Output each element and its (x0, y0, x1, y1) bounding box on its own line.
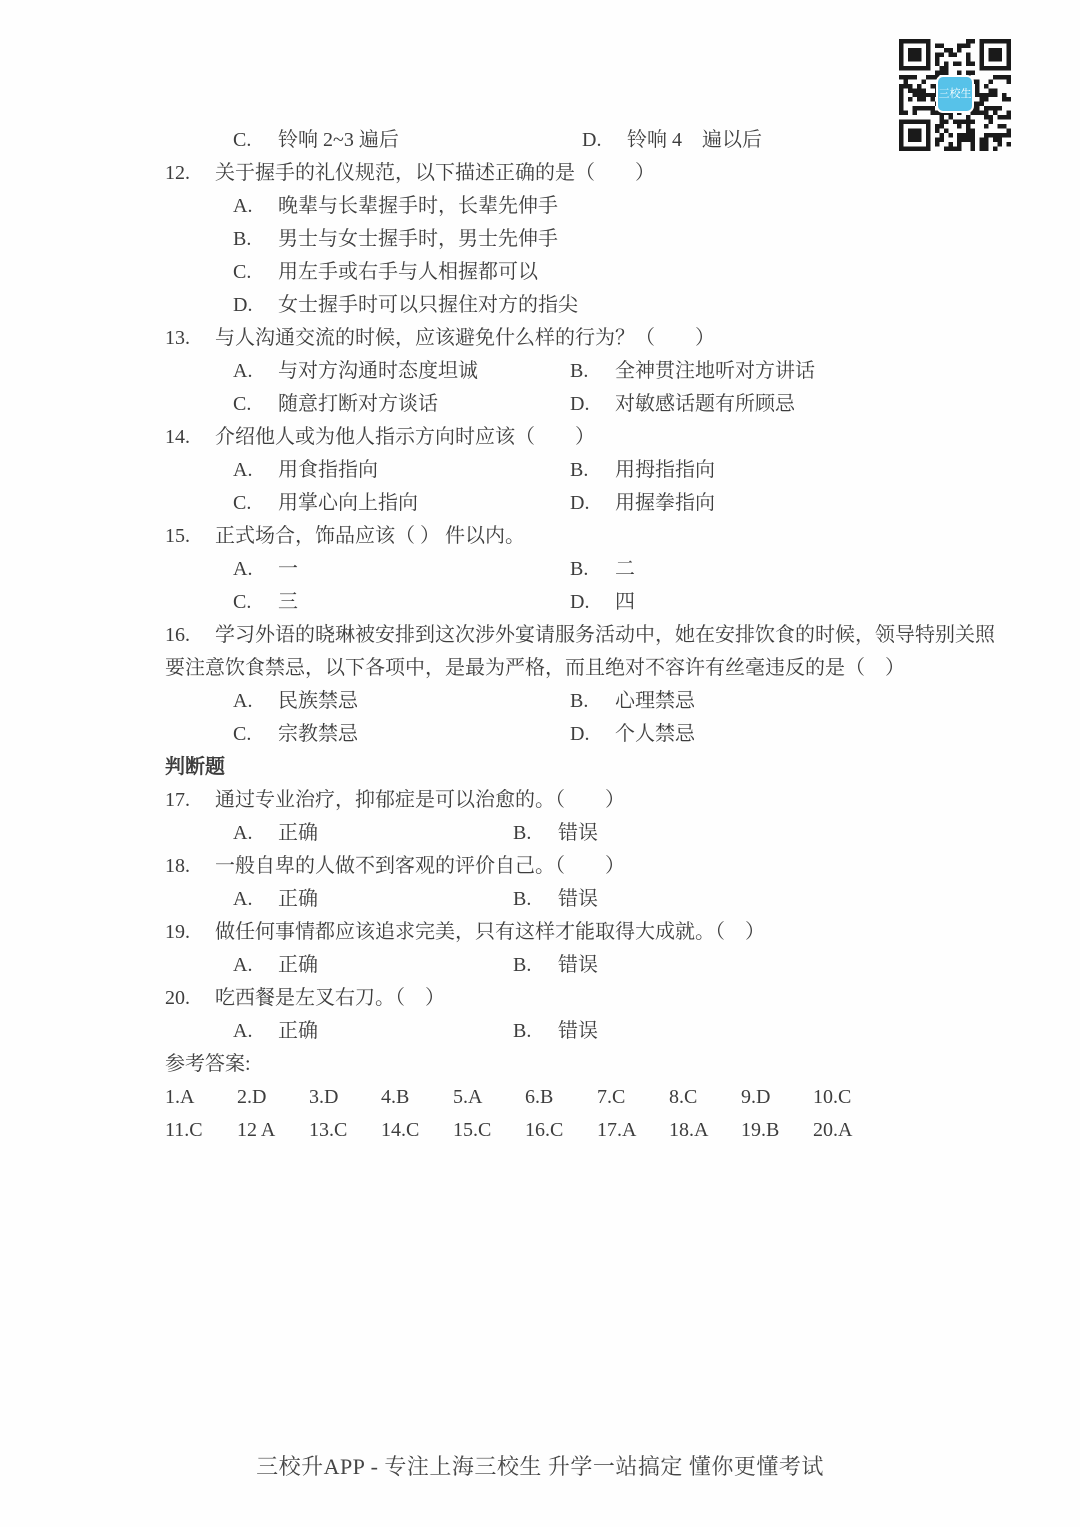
question-17 (165, 784, 997, 817)
option (570, 355, 815, 388)
option-label: D. (233, 294, 253, 316)
option-label: B. (570, 690, 589, 712)
option (233, 124, 582, 157)
option (570, 718, 695, 751)
question-number: 16. (165, 624, 190, 646)
option (570, 685, 695, 718)
option (513, 817, 598, 850)
option-label: B. (233, 228, 252, 250)
option (570, 454, 715, 487)
question-text: 学习外语的晓琳被安排到这次涉外宴请服务活动中，她在安排饮食的时候，领导特别关照要注意饮食禁忌，以下各项中，是最为严格，而且绝对不容许有丝毫违反的是（ ） (165, 624, 995, 679)
answer-item: 12 A (237, 1119, 276, 1141)
question-text: 与人沟通交流的时候，应该避免什么样的行为？（ ） (215, 327, 715, 349)
question-12 (165, 157, 997, 190)
answer-item: 8.C (669, 1086, 698, 1108)
option-text: 三 (278, 591, 298, 613)
option-text: 用握拳指向 (615, 492, 715, 514)
question-13 (165, 322, 997, 355)
option-label: A. (233, 558, 253, 580)
question-text: 正式场合，饰品应该（ ） 件以内。 (215, 525, 525, 547)
option-label: D. (570, 393, 590, 415)
option-text: 用拇指指向 (615, 459, 715, 481)
option-label: A. (233, 822, 253, 844)
option-text: 二 (615, 558, 635, 580)
question-number: 13. (165, 327, 190, 349)
options-row (165, 454, 997, 487)
option-text: 四 (615, 591, 635, 613)
question-20 (165, 982, 997, 1015)
options-row (165, 817, 997, 850)
question-text: 通过专业治疗，抑郁症是可以治愈的。（ ） (215, 789, 625, 811)
option (570, 586, 635, 619)
option-text: 正确 (278, 888, 318, 910)
answer-item: 10.C (813, 1086, 852, 1108)
option-text: 对敏感话题有所顾忌 (615, 393, 795, 415)
options-row (165, 487, 997, 520)
option-text: 铃响 4 遍以后 (627, 129, 762, 151)
option-label: C. (233, 723, 252, 745)
option-label: B. (513, 888, 532, 910)
question-15 (165, 520, 997, 553)
answer-key-row-1 (165, 1081, 997, 1114)
option-label: A. (233, 690, 253, 712)
option (233, 454, 570, 487)
option (582, 124, 931, 157)
option-text: 与对方沟通时态度坦诚 (278, 360, 478, 382)
option-label: A. (233, 459, 253, 481)
options-row (165, 124, 997, 157)
option-label: B. (570, 558, 589, 580)
option (233, 718, 570, 751)
option (233, 1015, 513, 1048)
answer-item: 18.A (669, 1119, 709, 1141)
question-18 (165, 850, 997, 883)
option (165, 289, 997, 322)
option-text: 正确 (278, 954, 318, 976)
option-text: 宗教禁忌 (278, 723, 358, 745)
option (570, 553, 635, 586)
option-text: 随意打断对方谈话 (278, 393, 438, 415)
answer-item: 17.A (597, 1119, 637, 1141)
option-label: C. (233, 261, 252, 283)
option-text: 晚辈与长辈握手时，长辈先伸手 (278, 195, 558, 217)
app-footer-slogan: 三校升APP - 专注上海三校生 升学一站搞定 懂你更懂考试 (256, 1454, 824, 1479)
question-text: 一般自卑的人做不到客观的评价自己。（ ） (215, 855, 625, 877)
option-label: C. (233, 393, 252, 415)
answer-item: 2.D (237, 1086, 267, 1108)
option (233, 817, 513, 850)
option-text: 心理禁忌 (615, 690, 695, 712)
question-text: 做任何事情都应该追求完美，只有这样才能取得大成就。（ ） (215, 921, 765, 943)
question-number: 19. (165, 921, 190, 943)
answer-item: 19.B (741, 1119, 780, 1141)
option (233, 949, 513, 982)
options-row (165, 718, 997, 751)
option-text: 民族禁忌 (278, 690, 358, 712)
option-label: A. (233, 360, 253, 382)
question-number: 15. (165, 525, 190, 547)
qr-center-badge: 三校生 (936, 75, 974, 113)
options-row (165, 355, 997, 388)
answer-key-row-2 (165, 1114, 997, 1147)
option-text: 用左手或右手与人相握都可以 (278, 261, 538, 283)
option-text: 女士握手时可以只握住对方的指尖 (278, 294, 578, 316)
answer-item: 7.C (597, 1086, 626, 1108)
option (233, 685, 570, 718)
options-row (165, 553, 997, 586)
option-label: D. (570, 591, 590, 613)
question-number: 14. (165, 426, 190, 448)
options-row (165, 883, 997, 916)
option (513, 949, 598, 982)
answer-item: 13.C (309, 1119, 348, 1141)
option (513, 883, 598, 916)
options-row (165, 1015, 997, 1048)
option-label: A. (233, 888, 253, 910)
question-16 (165, 619, 997, 685)
option (165, 256, 997, 289)
answer-item: 11.C (165, 1119, 203, 1141)
option (570, 487, 715, 520)
answer-item: 16.C (525, 1119, 564, 1141)
options-row (165, 586, 997, 619)
option-text: 个人禁忌 (615, 723, 695, 745)
option-label: D. (582, 129, 602, 151)
option-text: 错误 (558, 954, 598, 976)
option (233, 487, 570, 520)
option (233, 586, 570, 619)
options-row (165, 949, 997, 982)
option (165, 190, 997, 223)
section-header-true-false: 判断题 (165, 756, 225, 778)
answer-item: 6.B (525, 1086, 554, 1108)
question-text: 吃西餐是左叉右刀。（ ） (215, 987, 445, 1009)
option-label: C. (233, 591, 252, 613)
option (513, 1015, 598, 1048)
question-text: 介绍他人或为他人指示方向时应该（ ） (215, 426, 595, 448)
question-19 (165, 916, 997, 949)
option-label: A. (233, 1020, 253, 1042)
option (233, 388, 570, 421)
question-number: 18. (165, 855, 190, 877)
option-label: D. (570, 723, 590, 745)
options-row (165, 685, 997, 718)
option-text: 铃响 2~3 遍后 (278, 129, 399, 151)
question-number: 20. (165, 987, 190, 1009)
option-label: C. (233, 492, 252, 514)
option (233, 355, 570, 388)
option-label: B. (570, 360, 589, 382)
option-text: 用食指指向 (278, 459, 378, 481)
answer-item: 15.C (453, 1119, 492, 1141)
option-label: A. (233, 195, 253, 217)
answer-key-title: 参考答案: (165, 1053, 251, 1075)
option (233, 553, 570, 586)
option-text: 男士与女士握手时，男士先伸手 (278, 228, 558, 250)
option-label: B. (513, 1020, 532, 1042)
option-text: 正确 (278, 1020, 318, 1042)
option-text: 一 (278, 558, 298, 580)
option-label: B. (513, 822, 532, 844)
options-row (165, 388, 997, 421)
question-text: 关于握手的礼仪规范，以下描述正确的是（ ） (215, 162, 655, 184)
option-label: A. (233, 954, 253, 976)
answer-item: 3.D (309, 1086, 339, 1108)
option-label: C. (233, 129, 252, 151)
option-label: D. (570, 492, 590, 514)
answer-item: 14.C (381, 1119, 420, 1141)
option-label: B. (570, 459, 589, 481)
option-text: 全神贯注地听对方讲话 (615, 360, 815, 382)
question-number: 12. (165, 162, 190, 184)
answer-item: 5.A (453, 1086, 483, 1108)
option-text: 错误 (558, 888, 598, 910)
answer-item: 4.B (381, 1086, 410, 1108)
option-label: B. (513, 954, 532, 976)
option-text: 正确 (278, 822, 318, 844)
option (570, 388, 795, 421)
option-text: 错误 (558, 822, 598, 844)
question-number: 17. (165, 789, 190, 811)
option-text: 错误 (558, 1020, 598, 1042)
option (165, 223, 997, 256)
question-14 (165, 421, 997, 454)
answer-item: 9.D (741, 1086, 771, 1108)
option-text: 用掌心向上指向 (278, 492, 418, 514)
exam-body (165, 124, 997, 1147)
answer-item: 1.A (165, 1086, 195, 1108)
answer-item: 20.A (813, 1119, 853, 1141)
option (233, 883, 513, 916)
